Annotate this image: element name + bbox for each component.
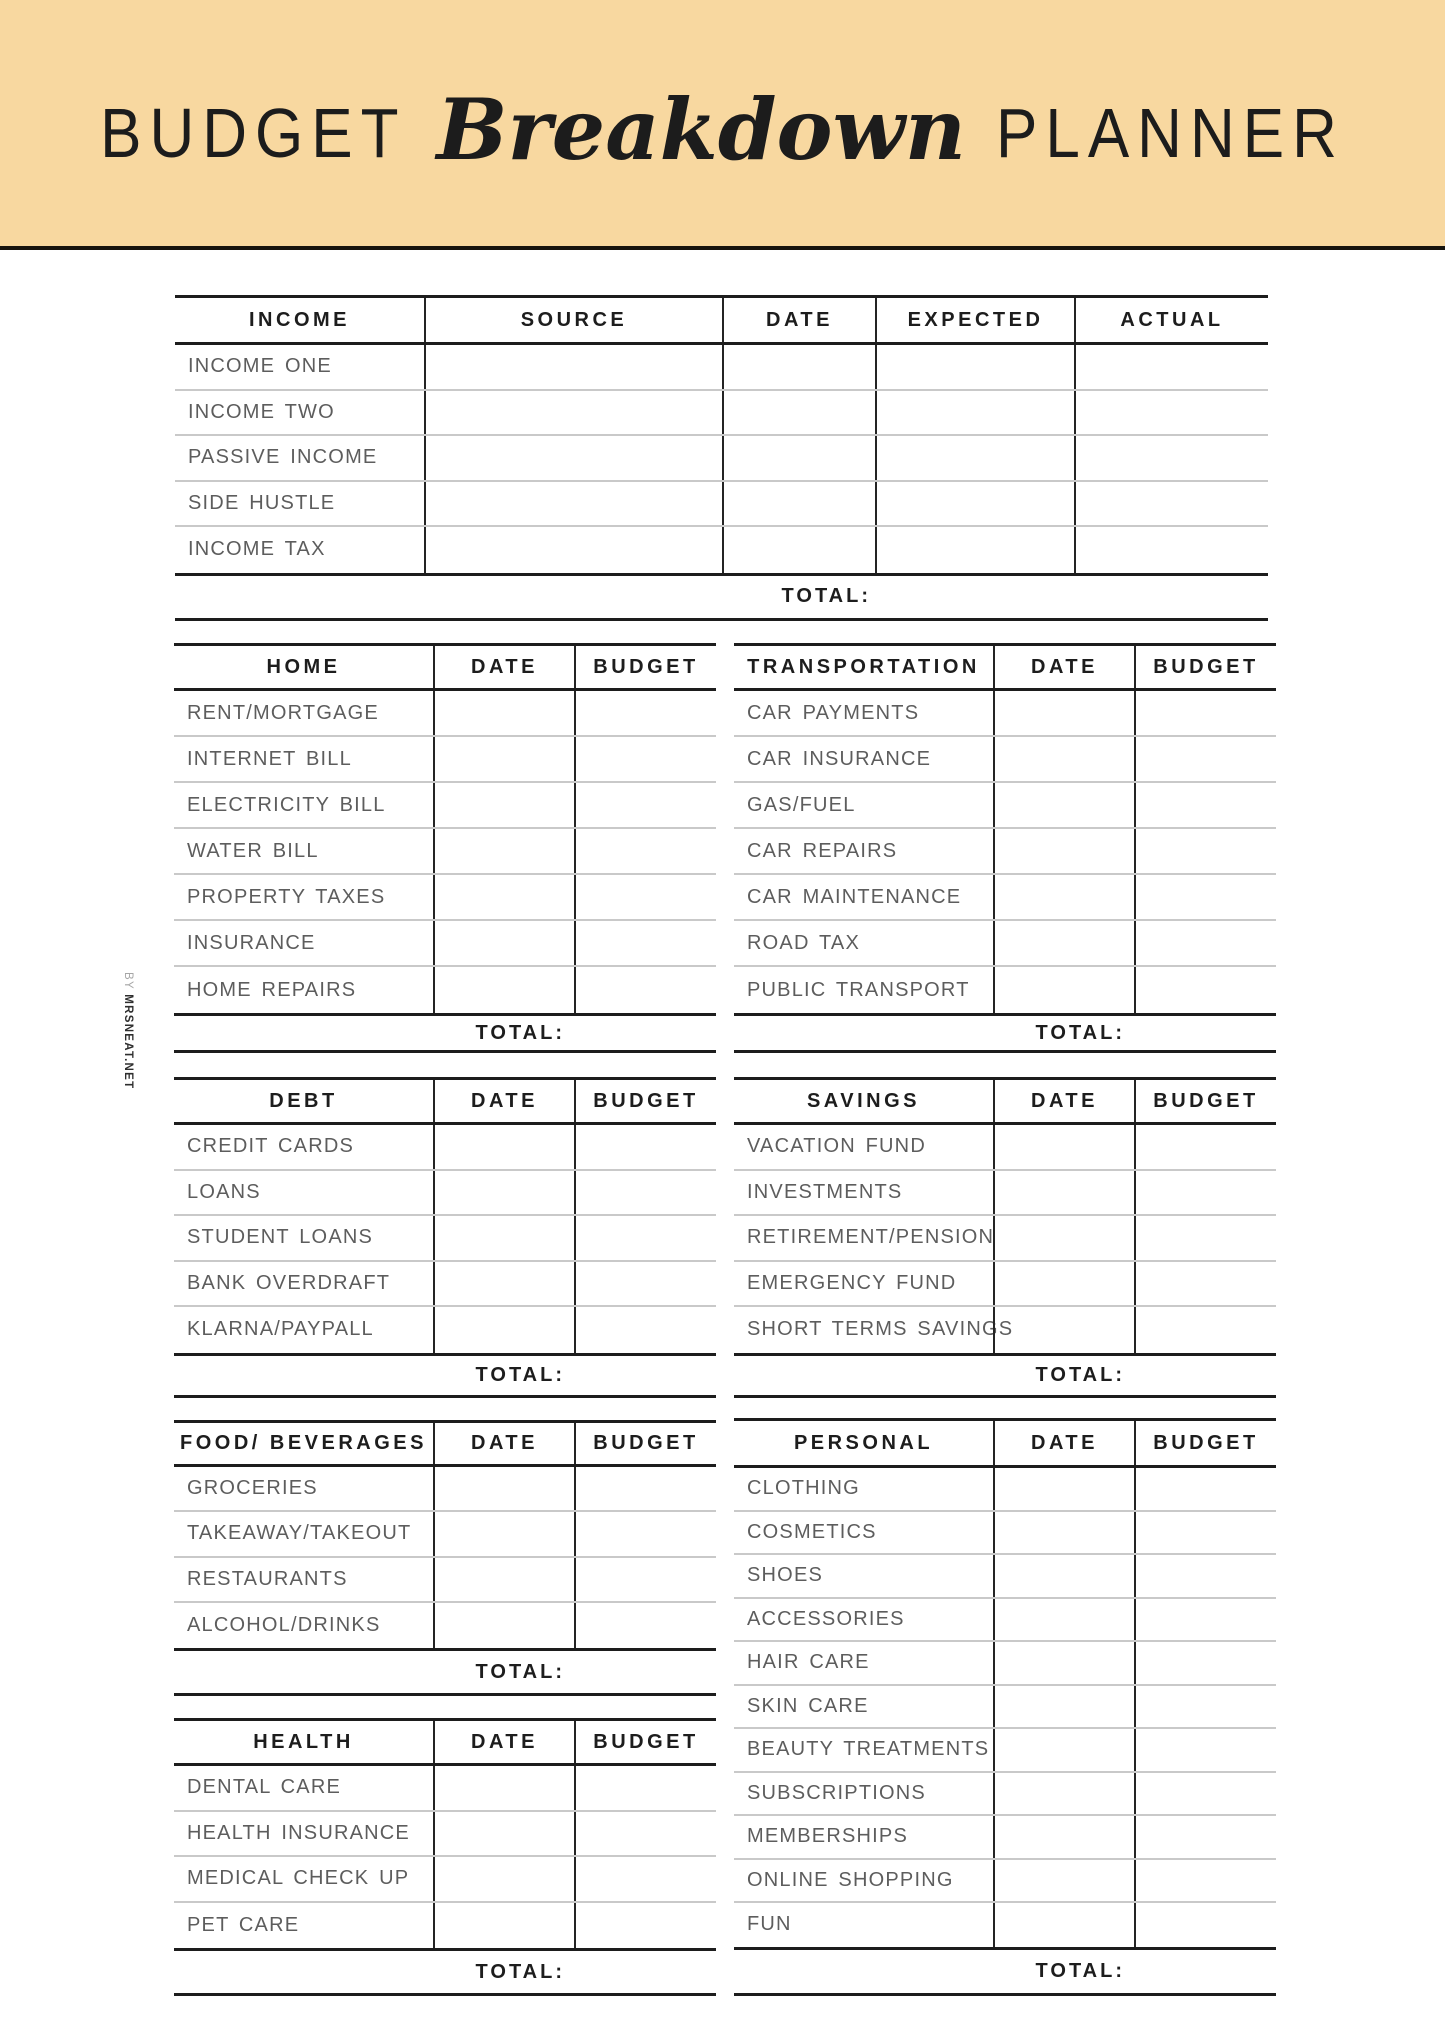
row-label: WATER BILL — [187, 839, 319, 862]
column-header-budget: BUDGET — [1134, 1080, 1276, 1122]
column-header-date: DATE — [722, 298, 875, 342]
table-row — [174, 1125, 716, 1171]
row-label: PUBLIC TRANSPORT — [747, 978, 970, 1001]
table-row — [734, 737, 1276, 783]
budget-cell — [574, 967, 716, 1013]
date-cell — [433, 1766, 574, 1810]
date-cell — [433, 1262, 574, 1306]
date-cell — [433, 1812, 574, 1856]
actual-cell — [1074, 391, 1268, 435]
date-cell — [433, 1467, 574, 1510]
table-row — [174, 783, 716, 829]
table-row — [175, 436, 1268, 482]
table-total-row — [174, 1016, 716, 1053]
row-label: CAR REPAIRS — [747, 839, 898, 862]
budget-cell — [1134, 875, 1276, 919]
row-label: ROAD TAX — [747, 931, 860, 954]
date-cell — [993, 1307, 1134, 1353]
table-total-row — [174, 1951, 716, 1996]
budget-cell — [574, 1603, 716, 1648]
row-label: PASSIVE INCOME — [188, 446, 378, 469]
row-label: INSURANCE — [187, 931, 316, 954]
actual-cell — [1074, 482, 1268, 526]
date-cell — [993, 875, 1134, 919]
column-header-budget: BUDGET — [574, 1423, 716, 1464]
budget-cell — [1134, 1216, 1276, 1260]
table-row — [174, 1766, 716, 1812]
row-label: HEALTH INSURANCE — [187, 1821, 410, 1844]
table-body — [174, 1766, 716, 1951]
date-cell — [993, 1216, 1134, 1260]
budget-cell — [1134, 1860, 1276, 1902]
table-row — [174, 921, 716, 967]
date-cell — [993, 1555, 1134, 1597]
table-row — [734, 921, 1276, 967]
row-label: CREDIT CARDS — [187, 1135, 355, 1158]
table-row — [174, 829, 716, 875]
table-row — [174, 691, 716, 737]
table-header-row — [734, 643, 1276, 691]
table-body — [734, 1468, 1276, 1950]
column-header-budget: BUDGET — [574, 1721, 716, 1763]
table-body — [174, 1125, 716, 1356]
column-header-date: DATE — [993, 646, 1134, 688]
column-header-budget: BUDGET — [1134, 1421, 1276, 1465]
budget-cell — [1134, 1468, 1276, 1510]
table-body — [734, 691, 1276, 1016]
source-cell — [424, 482, 722, 526]
budget-cell — [574, 1766, 716, 1810]
table-row — [734, 1307, 1276, 1353]
total-label: TOTAL: — [1035, 1021, 1125, 1044]
row-label: INVESTMENTS — [747, 1180, 903, 1203]
date-cell — [433, 829, 574, 873]
table-row — [174, 1216, 716, 1262]
column-header-date: DATE — [993, 1080, 1134, 1122]
table-row — [175, 345, 1268, 391]
date-cell — [433, 737, 574, 781]
row-label: CAR MAINTENANCE — [747, 885, 962, 908]
budget-cell — [1134, 1512, 1276, 1554]
budget-cell — [1134, 1171, 1276, 1215]
total-label: TOTAL: — [475, 1960, 565, 1983]
budget-cell — [1134, 1903, 1276, 1947]
budget-cell — [1134, 691, 1276, 735]
budget-cell — [574, 829, 716, 873]
total-label: TOTAL: — [1035, 1363, 1125, 1386]
table-row — [174, 1262, 716, 1308]
table-row — [174, 1307, 716, 1353]
row-label: DENTAL CARE — [187, 1776, 342, 1799]
row-label: COSMETICS — [747, 1520, 877, 1543]
budget-cell — [1134, 1555, 1276, 1597]
date-cell — [993, 691, 1134, 735]
date-cell — [722, 436, 875, 480]
date-cell — [993, 1860, 1134, 1902]
row-label: INCOME TWO — [188, 400, 335, 423]
total-label: TOTAL: — [475, 1363, 565, 1386]
budget-cell — [574, 1171, 716, 1215]
row-label: BANK OVERDRAFT — [187, 1271, 391, 1294]
date-cell — [722, 482, 875, 526]
date-cell — [993, 1729, 1134, 1771]
budget-cell — [574, 921, 716, 965]
budget-cell — [574, 1307, 716, 1353]
budget-cell — [1134, 1307, 1276, 1353]
date-cell — [433, 783, 574, 827]
source-cell — [424, 391, 722, 435]
budget-cell — [1134, 1642, 1276, 1684]
actual-cell — [1074, 527, 1268, 573]
table-header-row — [734, 1077, 1276, 1125]
date-cell — [433, 1857, 574, 1901]
table-row — [174, 1603, 716, 1648]
table-personal — [734, 1418, 1276, 1996]
row-label: INCOME ONE — [188, 355, 332, 378]
table-total-row — [734, 1016, 1276, 1053]
expected-cell — [875, 391, 1074, 435]
budget-cell — [574, 1512, 716, 1555]
budget-cell — [1134, 1686, 1276, 1728]
row-label: PET CARE — [187, 1913, 300, 1936]
table-row — [174, 1512, 716, 1557]
date-cell — [993, 1599, 1134, 1641]
date-cell — [433, 1216, 574, 1260]
row-label: INCOME TAX — [188, 538, 326, 561]
date-cell — [433, 967, 574, 1013]
table-row — [734, 1729, 1276, 1773]
row-label: TAKEAWAY/TAKEOUT — [187, 1522, 412, 1545]
table-row — [734, 1816, 1276, 1860]
budget-cell — [1134, 1729, 1276, 1771]
table-home — [174, 643, 716, 1053]
date-cell — [993, 921, 1134, 965]
date-cell — [433, 1307, 574, 1353]
table-row — [174, 967, 716, 1013]
row-label: FUN — [747, 1913, 792, 1936]
date-cell — [993, 1642, 1134, 1684]
table-title: DEBT — [269, 1089, 338, 1112]
row-label: SKIN CARE — [747, 1694, 869, 1717]
budget-cell — [1134, 737, 1276, 781]
date-cell — [433, 875, 574, 919]
table-row — [175, 482, 1268, 528]
income-total-row — [175, 576, 1268, 622]
table-header-row — [734, 1418, 1276, 1468]
table-body — [174, 691, 716, 1016]
table-row — [734, 783, 1276, 829]
table-title: PERSONAL — [793, 1431, 934, 1454]
source-cell — [424, 527, 722, 573]
table-row — [175, 391, 1268, 437]
table-header-row — [174, 643, 716, 691]
date-cell — [993, 1512, 1134, 1554]
budget-cell — [574, 875, 716, 919]
date-cell — [433, 1903, 574, 1949]
table-body — [174, 1467, 716, 1651]
table-row — [174, 1171, 716, 1217]
page-title-budget: BUDGET — [100, 95, 407, 173]
column-header-date: DATE — [433, 1080, 574, 1122]
table-total-row — [734, 1950, 1276, 1996]
column-header-date: DATE — [433, 646, 574, 688]
row-label: SIDE HUSTLE — [188, 491, 336, 514]
table-row — [174, 1812, 716, 1858]
row-label: PROPERTY TAXES — [187, 885, 386, 908]
row-label: HAIR CARE — [747, 1651, 870, 1674]
date-cell — [993, 1903, 1134, 1947]
income-header-row — [175, 295, 1268, 345]
row-label: STUDENT LOANS — [187, 1226, 374, 1249]
date-cell — [993, 1125, 1134, 1169]
byline-prefix: BY — [122, 972, 134, 995]
byline-name: MRSNEAT.NET — [122, 994, 134, 1090]
date-cell — [993, 1816, 1134, 1858]
expected-cell — [875, 345, 1074, 389]
table-row — [174, 1903, 716, 1949]
budget-cell — [574, 1125, 716, 1169]
table-row — [734, 1512, 1276, 1556]
table-row — [174, 875, 716, 921]
budget-cell — [574, 1812, 716, 1856]
expected-cell — [875, 482, 1074, 526]
expected-cell — [875, 527, 1074, 573]
actual-cell — [1074, 345, 1268, 389]
byline — [122, 972, 134, 1089]
table-savings — [734, 1077, 1276, 1398]
table-row — [734, 875, 1276, 921]
table-title: FOOD/ BEVERAGES — [180, 1432, 427, 1454]
actual-cell — [1074, 436, 1268, 480]
row-label: INTERNET BILL — [187, 747, 352, 770]
table-row — [734, 1555, 1276, 1599]
table-total-row — [174, 1651, 716, 1696]
date-cell — [993, 737, 1134, 781]
column-header-income: INCOME — [249, 308, 350, 331]
row-label: GROCERIES — [187, 1477, 318, 1500]
budget-cell — [574, 1857, 716, 1901]
source-cell — [424, 436, 722, 480]
table-row — [734, 1599, 1276, 1643]
row-label: ONLINE SHOPPING — [747, 1868, 954, 1891]
table-row — [734, 1686, 1276, 1730]
budget-cell — [1134, 783, 1276, 827]
table-row — [734, 1216, 1276, 1262]
table-header-row — [174, 1718, 716, 1766]
date-cell — [433, 921, 574, 965]
row-label: ACCESSORIES — [747, 1607, 905, 1630]
budget-cell — [574, 1903, 716, 1949]
date-cell — [433, 1603, 574, 1648]
date-cell — [722, 391, 875, 435]
budget-cell — [574, 1216, 716, 1260]
row-label: GAS/FUEL — [747, 793, 856, 816]
column-header-source: SOURCE — [424, 298, 722, 342]
table-row — [174, 1857, 716, 1903]
date-cell — [433, 691, 574, 735]
row-label: ALCOHOL/DRINKS — [187, 1614, 381, 1637]
table-title: HOME — [266, 655, 341, 678]
table-title: SAVINGS — [806, 1089, 921, 1112]
row-label: KLARNA/PAYPALL — [187, 1318, 374, 1341]
column-header-actual: ACTUAL — [1074, 298, 1268, 342]
row-label: RENT/MORTGAGE — [187, 701, 379, 724]
table-row — [734, 1860, 1276, 1904]
table-row — [734, 967, 1276, 1013]
masthead — [0, 0, 1445, 250]
table-title: HEALTH — [253, 1730, 354, 1753]
source-cell — [424, 345, 722, 389]
column-header-date: DATE — [433, 1721, 574, 1763]
date-cell — [993, 783, 1134, 827]
table-row — [734, 1903, 1276, 1947]
column-header-budget: BUDGET — [574, 1080, 716, 1122]
table-total-row — [174, 1356, 716, 1398]
column-header-date: DATE — [433, 1423, 574, 1464]
total-label: TOTAL: — [475, 1660, 565, 1683]
column-header-budget: BUDGET — [1134, 646, 1276, 688]
total-label: TOTAL: — [1035, 1959, 1125, 1982]
row-label: CLOTHING — [747, 1477, 860, 1500]
table-row — [174, 1558, 716, 1603]
row-label: SHOES — [747, 1564, 824, 1587]
budget-cell — [1134, 1262, 1276, 1306]
total-label: TOTAL: — [475, 1021, 565, 1044]
budget-cell — [1134, 829, 1276, 873]
row-label: RETIREMENT/PENSION — [747, 1226, 995, 1249]
table-body — [734, 1125, 1276, 1356]
row-label: MEDICAL CHECK UP — [187, 1867, 410, 1890]
date-cell — [993, 1468, 1134, 1510]
budget-cell — [1134, 967, 1276, 1013]
row-label: LOANS — [187, 1180, 261, 1203]
date-cell — [993, 967, 1134, 1013]
date-cell — [993, 1686, 1134, 1728]
date-cell — [993, 1773, 1134, 1815]
total-label: TOTAL: — [781, 585, 871, 608]
budget-cell — [574, 1558, 716, 1601]
date-cell — [722, 345, 875, 389]
table-row — [734, 1171, 1276, 1217]
date-cell — [433, 1125, 574, 1169]
row-label: SUBSCRIPTIONS — [747, 1781, 926, 1804]
table-debt — [174, 1077, 716, 1398]
income-body — [175, 345, 1268, 576]
table-row — [734, 1125, 1276, 1171]
budget-cell — [1134, 1773, 1276, 1815]
row-label: CAR PAYMENTS — [747, 701, 920, 724]
column-header-expected: EXPECTED — [875, 298, 1074, 342]
budget-cell — [1134, 1816, 1276, 1858]
table-health — [174, 1718, 716, 1996]
income-table — [175, 295, 1268, 621]
table-row — [734, 1642, 1276, 1686]
expected-cell — [875, 436, 1074, 480]
table-food-beverages — [174, 1420, 716, 1696]
table-row — [734, 1773, 1276, 1817]
budget-cell — [574, 691, 716, 735]
table-row — [175, 527, 1268, 573]
budget-cell — [574, 1262, 716, 1306]
budget-cell — [1134, 921, 1276, 965]
date-cell — [433, 1512, 574, 1555]
table-header-row — [174, 1077, 716, 1125]
date-cell — [433, 1558, 574, 1601]
page-title-script: Breakdown — [436, 80, 966, 179]
budget-cell — [574, 783, 716, 827]
table-transportation — [734, 643, 1276, 1053]
table-total-row — [734, 1356, 1276, 1398]
row-label: CAR INSURANCE — [747, 747, 932, 770]
table-row — [734, 829, 1276, 875]
row-label: BEAUTY TREATMENTS — [747, 1738, 990, 1761]
page-title-planner: PLANNER — [995, 95, 1345, 173]
table-row — [174, 1467, 716, 1512]
table-row — [734, 691, 1276, 737]
table-row — [734, 1262, 1276, 1308]
row-label: SHORT TERMS SAVINGS — [747, 1318, 1014, 1341]
date-cell — [993, 829, 1134, 873]
row-label: RESTAURANTS — [187, 1567, 348, 1590]
date-cell — [993, 1262, 1134, 1306]
row-label: ELECTRICITY BILL — [187, 793, 386, 816]
row-label: VACATION FUND — [747, 1135, 926, 1158]
budget-cell — [574, 737, 716, 781]
row-label: EMERGENCY FUND — [747, 1271, 957, 1294]
table-title: TRANSPORTATION — [747, 655, 980, 678]
table-header-row — [174, 1420, 716, 1467]
column-header-date: DATE — [993, 1421, 1134, 1465]
column-header-budget: BUDGET — [574, 646, 716, 688]
date-cell — [433, 1171, 574, 1215]
table-row — [174, 737, 716, 783]
budget-cell — [574, 1467, 716, 1510]
row-label: HOME REPAIRS — [187, 978, 357, 1001]
date-cell — [993, 1171, 1134, 1215]
budget-cell — [1134, 1599, 1276, 1641]
budget-cell — [1134, 1125, 1276, 1169]
table-row — [734, 1468, 1276, 1512]
row-label: MEMBERSHIPS — [747, 1825, 909, 1848]
date-cell — [722, 527, 875, 573]
